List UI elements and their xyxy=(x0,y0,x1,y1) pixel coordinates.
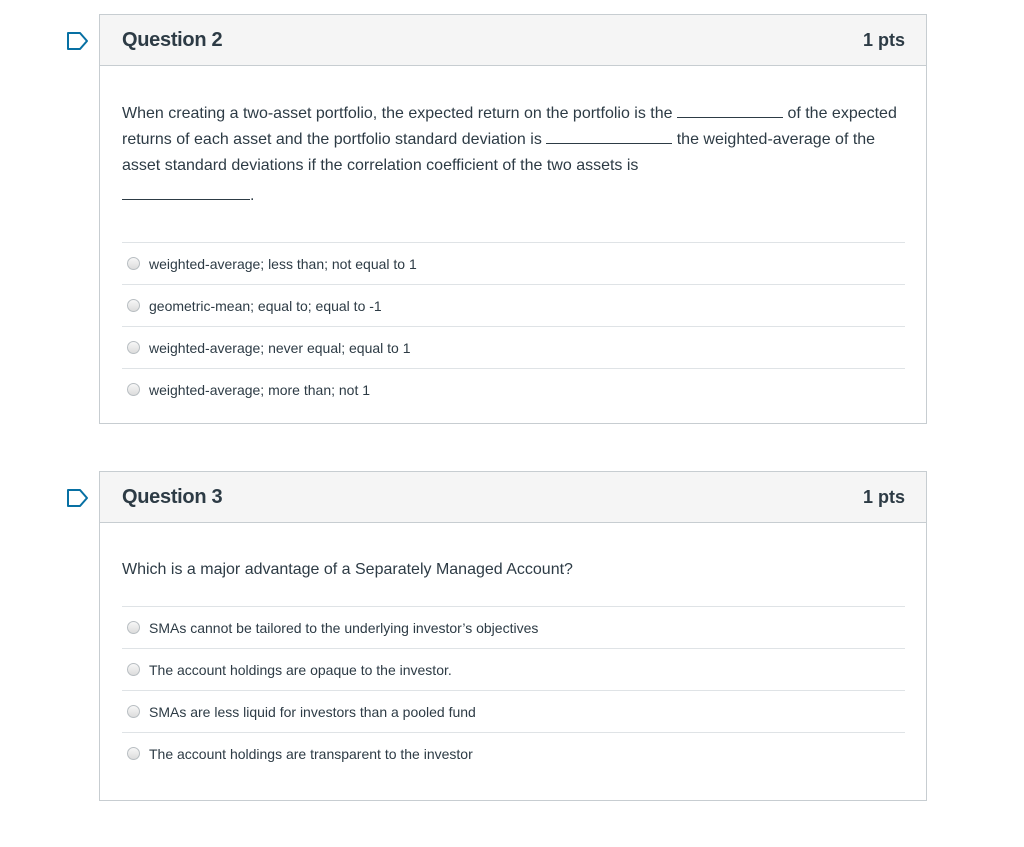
fill-blank-1 xyxy=(677,103,783,118)
question-text-part3: the weighted-average of the asset standard deviations if the correlation coefficient of the two assets is xyxy=(122,131,876,174)
radio-button-icon[interactable] xyxy=(127,747,140,760)
answer-option[interactable] xyxy=(122,607,905,649)
answer-option[interactable] xyxy=(122,691,905,733)
question-3 xyxy=(99,471,927,801)
question-text-part1: When creating a two-asset portfolio, the expected return on the portfolio is the xyxy=(122,105,673,122)
answer-label: The account holdings are opaque to the investor. xyxy=(149,661,452,678)
question-text-end: . xyxy=(250,187,255,204)
question-text xyxy=(122,66,905,209)
answer-option[interactable] xyxy=(122,285,905,327)
answer-option[interactable] xyxy=(122,243,905,285)
answer-label: SMAs cannot be tailored to the underlying investor’s objectives xyxy=(149,619,539,636)
answer-option[interactable] xyxy=(122,733,905,774)
answer-label: geometric-mean; equal to; equal to -1 xyxy=(149,297,382,314)
answer-label: weighted-average; never equal; equal to 1 xyxy=(149,339,411,356)
answer-label: The account holdings are transparent to the investor xyxy=(149,745,473,762)
answer-option[interactable] xyxy=(122,649,905,691)
answer-label: weighted-average; more than; not 1 xyxy=(149,381,371,398)
question-points: 1 pts xyxy=(862,486,905,507)
question-text: Which is a major advantage of a Separately Managed Account? xyxy=(122,561,573,578)
flag-question-icon[interactable] xyxy=(66,488,90,508)
question-body xyxy=(100,523,926,774)
radio-button-icon[interactable] xyxy=(127,383,140,396)
question-text-part2: of the expected returns of each asset and the portfolio standard deviation is xyxy=(122,105,897,148)
question-header xyxy=(100,15,926,66)
answer-option[interactable] xyxy=(122,327,905,369)
answer-option[interactable] xyxy=(122,369,905,410)
answer-label: weighted-average; less than; not equal to 1 xyxy=(149,255,417,272)
flag-question-icon[interactable] xyxy=(66,31,90,51)
question-2 xyxy=(99,14,927,424)
fill-blank-2 xyxy=(546,129,672,144)
fill-blank-3 xyxy=(122,185,250,200)
question-body xyxy=(100,66,926,410)
answer-list xyxy=(122,606,905,774)
question-header xyxy=(100,472,926,523)
question-title: Question 2 xyxy=(122,28,223,51)
question-title: Question 3 xyxy=(122,485,223,508)
answer-label: SMAs are less liquid for investors than a pooled fund xyxy=(149,703,476,720)
radio-button-icon[interactable] xyxy=(127,341,140,354)
radio-button-icon[interactable] xyxy=(127,621,140,634)
radio-button-icon[interactable] xyxy=(127,299,140,312)
radio-button-icon[interactable] xyxy=(127,663,140,676)
question-points: 1 pts xyxy=(862,29,905,50)
radio-button-icon[interactable] xyxy=(127,257,140,270)
radio-button-icon[interactable] xyxy=(127,705,140,718)
answer-list xyxy=(122,242,905,410)
